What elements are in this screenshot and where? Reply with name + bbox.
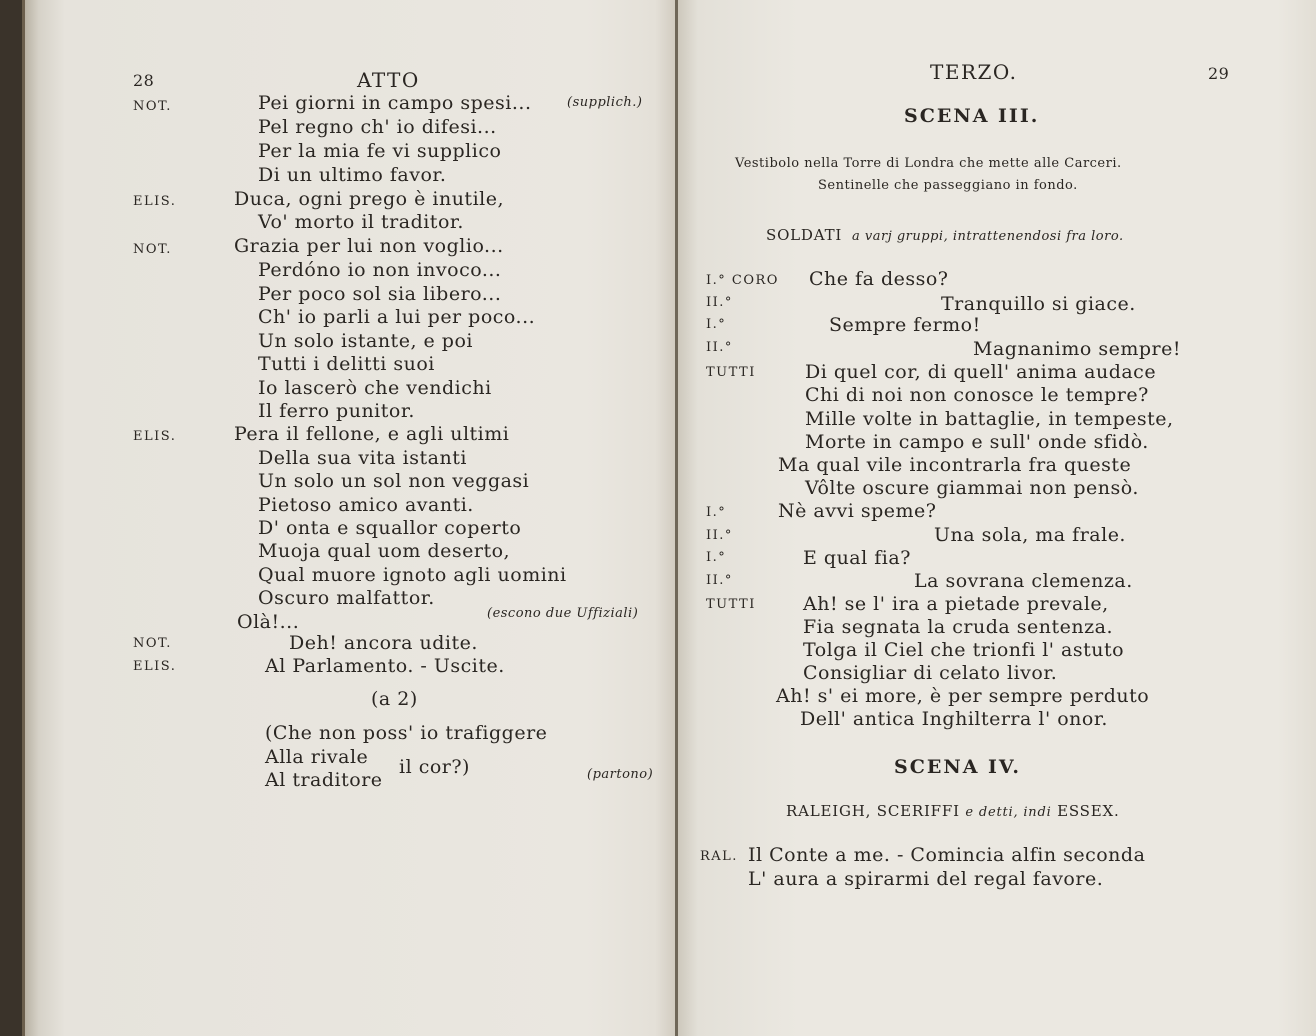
- scene-title: SCENA IV.: [894, 756, 1021, 778]
- running-head-left: ATTO: [357, 68, 420, 92]
- verse-line: Al Parlamento. - Uscite.: [265, 655, 505, 677]
- verse-line: Morte in campo e sull' onde sfidò.: [805, 431, 1149, 453]
- verse-line: Sempre fermo!: [829, 314, 981, 336]
- verse-line: Che fa desso?: [809, 268, 949, 290]
- speaker-label: I.° CORO: [706, 273, 779, 288]
- a-due-marker: (a 2): [371, 688, 418, 710]
- verse-line: E qual fia?: [803, 547, 911, 569]
- speaker-label: I.°: [706, 550, 727, 565]
- verse-line: Pietoso amico avanti.: [258, 494, 474, 516]
- verse-line: Ch' io parli a lui per poco...: [258, 306, 536, 328]
- verse-line: Tranquillo si giace.: [941, 293, 1136, 315]
- verse-line: Ah! se l' ira a pietade prevale,: [803, 593, 1109, 615]
- verse-line: Tolga il Ciel che trionfi l' astuto: [803, 639, 1125, 661]
- verse-line: Fia segnata la cruda sentenza.: [803, 616, 1114, 638]
- speaker-label: II.°: [706, 573, 733, 588]
- cast-direction: e detti, indi: [965, 805, 1052, 820]
- verse-line: Pera il fellone, e agli ultimi: [234, 423, 510, 445]
- verse-line: D' onta e squallor coperto: [258, 517, 522, 539]
- verse-line: Di un ultimo favor.: [258, 164, 447, 186]
- speaker-label: NOT.: [133, 242, 172, 257]
- scene-cast: [786, 804, 1120, 819]
- verse-line: Il Conte a me. - Comincia alfin seconda: [748, 844, 1146, 866]
- left-page: [22, 0, 678, 1036]
- cast-names: ESSEX.: [1057, 802, 1120, 820]
- verse-line: Chi di noi non conosce le tempre?: [805, 384, 1149, 406]
- verse-line: Magnanimo sempre!: [973, 338, 1181, 360]
- verse-line: Nè avvi speme?: [778, 500, 937, 522]
- speaker-label: II.°: [706, 295, 733, 310]
- stage-note: (supplich.): [567, 95, 643, 110]
- speaker-label: ELIS.: [133, 659, 177, 674]
- verse-line: Ma qual vile incontrarla fra queste: [778, 454, 1132, 476]
- scene-title: SCENA III.: [904, 105, 1040, 127]
- verse-line: Muoja qual uom deserto,: [258, 540, 511, 562]
- page-number-right: 29: [1208, 64, 1230, 83]
- verse-line: Un solo istante, e poi: [258, 330, 473, 352]
- verse-line: Perdóno io non invoco...: [258, 259, 502, 281]
- page-number-left: 28: [133, 71, 155, 90]
- stage-note: (escono due Uffiziali): [487, 606, 639, 621]
- verse-line: Tutti i delitti suoi: [258, 353, 435, 375]
- stage-note: (partono): [587, 767, 654, 782]
- verse-line: Una sola, ma frale.: [934, 524, 1126, 546]
- verse-line: Ah! s' ei more, è per sempre perduto: [776, 685, 1150, 707]
- speaker-label: II.°: [706, 340, 733, 355]
- stage-direction: a varj gruppi, intrattenendosi fra loro.: [852, 229, 1124, 244]
- verse-line: Il ferro punitor.: [258, 400, 415, 422]
- verse-line: Io lascerò che vendichi: [258, 377, 492, 399]
- verse-line: L' aura a spirarmi del regal favore.: [748, 868, 1104, 890]
- stage-direction-speaker: SOLDATI: [766, 226, 843, 244]
- verse-line: Mille volte in battaglie, in tempeste,: [805, 408, 1174, 430]
- verse-line: il cor?): [399, 756, 470, 778]
- running-head-right: TERZO.: [930, 60, 1018, 84]
- verse-line: Un solo un sol non veggasi: [258, 470, 530, 492]
- stage-direction: Vestibolo nella Torre di Londra che mette alle Carceri.: [735, 156, 1122, 171]
- verse-line: Alla rivale: [265, 746, 369, 768]
- speaker-label: ELIS.: [133, 429, 177, 444]
- speaker-label: RAL.: [700, 849, 738, 864]
- speaker-label: TUTTI: [706, 597, 756, 612]
- verse-line: Deh! ancora udite.: [289, 632, 478, 654]
- verse-line: Vôlte oscure giammai non pensò.: [805, 477, 1139, 499]
- verse-line: Al traditore: [265, 769, 383, 791]
- speaker-label: TUTTI: [706, 365, 756, 380]
- verse-line: Dell' antica Inghilterra l' onor.: [800, 708, 1108, 730]
- speaker-label: ELIS.: [133, 194, 177, 209]
- verse-line: Di quel cor, di quell' anima audace: [805, 361, 1157, 383]
- verse-line: Vo' morto il traditor.: [258, 211, 464, 233]
- speaker-label: II.°: [706, 528, 733, 543]
- speaker-label: NOT.: [133, 99, 172, 114]
- right-page: [678, 0, 1316, 1036]
- verse-line: Qual muore ignoto agli uomini: [258, 564, 567, 586]
- verse-line: Olà!...: [237, 611, 300, 633]
- verse-line: Della sua vita istanti: [258, 447, 467, 469]
- verse-line: Pel regno ch' io difesi...: [258, 116, 497, 138]
- verse-line: Duca, ogni prego è inutile,: [234, 188, 505, 210]
- cast-names: RALEIGH, SCERIFFI: [786, 802, 960, 820]
- verse-line: Per poco sol sia libero...: [258, 283, 502, 305]
- speaker-label: I.°: [706, 505, 727, 520]
- verse-line: La sovrana clemenza.: [914, 570, 1133, 592]
- verse-line: (Che non poss' io trafiggere: [265, 722, 548, 744]
- verse-line: Grazia per lui non voglio...: [234, 235, 504, 257]
- speaker-label: I.°: [706, 317, 727, 332]
- verse-line: Per la mia fe vi supplico: [258, 140, 502, 162]
- verse-line: Oscuro malfattor.: [258, 587, 435, 609]
- stage-direction: Sentinelle che passeggiano in fondo.: [818, 178, 1078, 193]
- verse-line: Pei giorni in campo spesi...: [258, 92, 532, 114]
- verse-line: Consigliar di celato livor.: [803, 662, 1058, 684]
- speaker-label: NOT.: [133, 636, 172, 651]
